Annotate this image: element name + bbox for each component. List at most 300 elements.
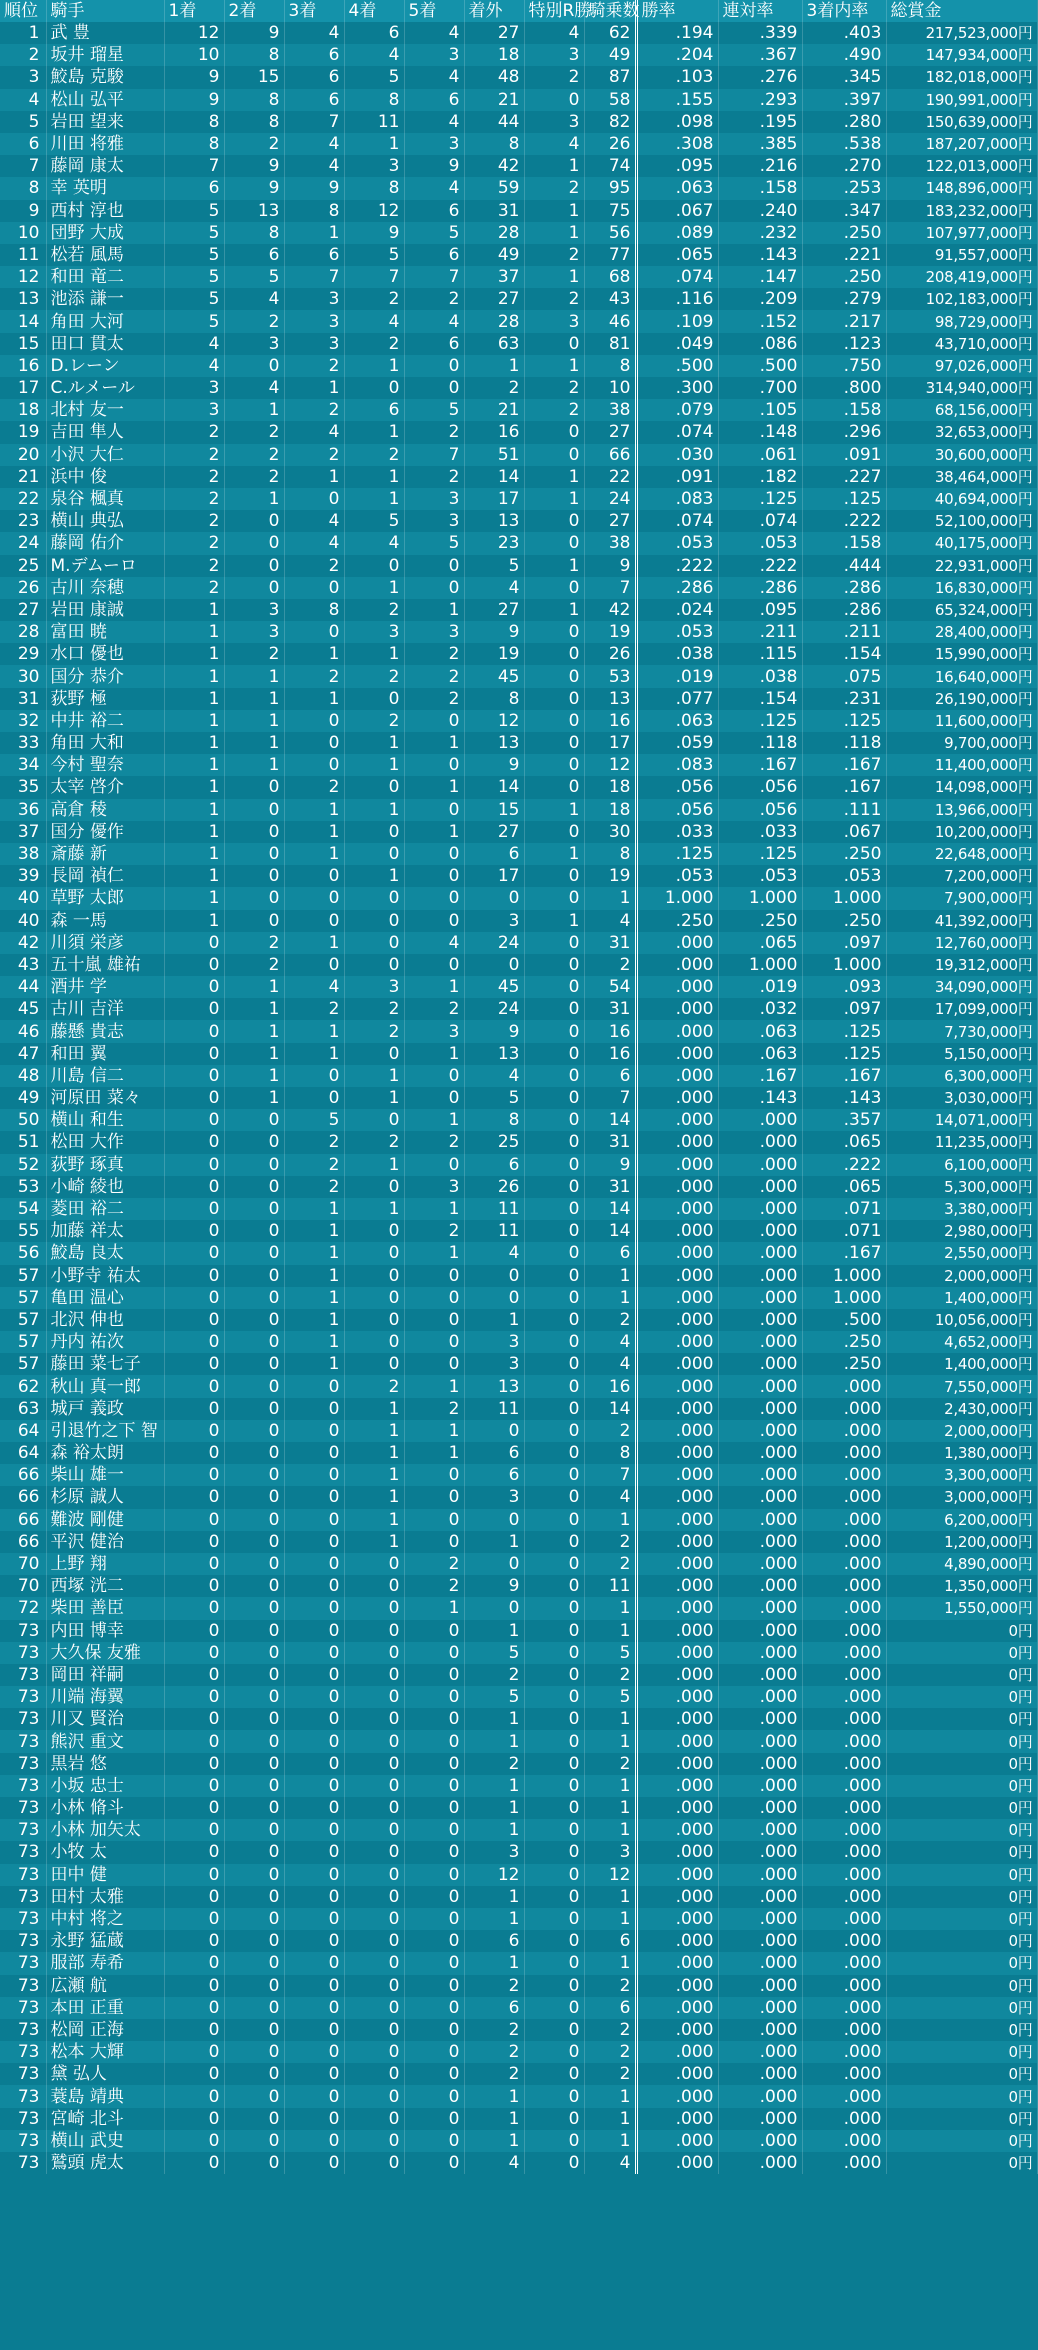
- cell-rides: 12: [584, 754, 636, 776]
- cell-second: 1: [224, 488, 284, 510]
- cell-rank: 73: [0, 2041, 46, 2063]
- cell-win-rate: .000: [636, 1930, 718, 1952]
- cell-fifth: 0: [404, 887, 464, 909]
- cell-rides: 27: [584, 421, 636, 443]
- cell-fifth: 0: [404, 1841, 464, 1863]
- cell-special-wins: 0: [524, 1864, 584, 1886]
- cell-first: 0: [164, 1730, 224, 1752]
- cell-first: 0: [164, 976, 224, 998]
- cell-rides: 16: [584, 1043, 636, 1065]
- cell-top2-rate: .000: [718, 1131, 802, 1153]
- cell-rank: 29: [0, 643, 46, 665]
- header-row: [0, 0, 1037, 22]
- cell-fourth: 1: [344, 1509, 404, 1531]
- cell-jockey: 田村 太雅: [46, 1886, 164, 1908]
- table-row: [0, 1930, 1037, 1952]
- cell-win-rate: .000: [636, 1464, 718, 1486]
- cell-jockey: 秋山 真一郎: [46, 1375, 164, 1397]
- cell-rides: 2: [584, 1753, 636, 1775]
- cell-third: 0: [284, 1664, 344, 1686]
- cell-top3-rate: .000: [802, 1553, 886, 1575]
- cell-top3-rate: .000: [802, 1375, 886, 1397]
- cell-rides: 5: [584, 1686, 636, 1708]
- cell-rides: 6: [584, 1242, 636, 1264]
- cell-second: 0: [224, 1930, 284, 1952]
- cell-top3-rate: .158: [802, 532, 886, 554]
- cell-fourth: 1: [344, 1531, 404, 1553]
- cell-top2-rate: .000: [718, 1864, 802, 1886]
- cell-first: 9: [164, 66, 224, 88]
- cell-jockey: 黛 弘人: [46, 2063, 164, 2085]
- cell-unplaced: 0: [464, 1597, 524, 1619]
- cell-fifth: 0: [404, 1730, 464, 1752]
- cell-prize: 10,056,000円: [886, 1309, 1037, 1331]
- cell-top2-rate: .125: [718, 843, 802, 865]
- cell-top2-rate: .158: [718, 177, 802, 199]
- cell-first: 0: [164, 1486, 224, 1508]
- cell-prize: 0円: [886, 2108, 1037, 2130]
- cell-top2-rate: .000: [718, 1464, 802, 1486]
- col-fifth-header: 5着: [404, 0, 464, 22]
- cell-special-wins: 0: [524, 1975, 584, 1997]
- cell-jockey: 鮫島 良太: [46, 1242, 164, 1264]
- cell-top3-rate: .231: [802, 688, 886, 710]
- cell-rides: 30: [584, 821, 636, 843]
- cell-special-wins: 0: [524, 1087, 584, 1109]
- cell-third: 6: [284, 89, 344, 111]
- cell-jockey: 角田 大和: [46, 732, 164, 754]
- cell-unplaced: 3: [464, 1331, 524, 1353]
- cell-special-wins: 0: [524, 754, 584, 776]
- cell-prize: 208,419,000円: [886, 266, 1037, 288]
- cell-second: 0: [224, 2152, 284, 2174]
- cell-jockey: 平沢 健治: [46, 1531, 164, 1553]
- cell-third: 2: [284, 776, 344, 798]
- cell-unplaced: 45: [464, 976, 524, 998]
- cell-rank: 43: [0, 954, 46, 976]
- cell-rides: 14: [584, 1198, 636, 1220]
- cell-top3-rate: .750: [802, 355, 886, 377]
- cell-prize: 3,300,000円: [886, 1464, 1037, 1486]
- cell-top2-rate: .063: [718, 1020, 802, 1042]
- cell-unplaced: 27: [464, 288, 524, 310]
- cell-top2-rate: .000: [718, 1265, 802, 1287]
- cell-second: 0: [224, 2130, 284, 2152]
- cell-top3-rate: .347: [802, 200, 886, 222]
- cell-win-rate: .000: [636, 1220, 718, 1242]
- table-row: [0, 1154, 1037, 1176]
- table-row: [0, 976, 1037, 998]
- cell-fourth: 2: [344, 998, 404, 1020]
- cell-rank: 57: [0, 1265, 46, 1287]
- cell-fifth: 0: [404, 1797, 464, 1819]
- table-row: [0, 510, 1037, 532]
- cell-unplaced: 2: [464, 2041, 524, 2063]
- cell-second: 0: [224, 2063, 284, 2085]
- cell-second: 0: [224, 1531, 284, 1553]
- cell-jockey: 上野 翔: [46, 1553, 164, 1575]
- cell-special-wins: 0: [524, 1043, 584, 1065]
- cell-third: 0: [284, 1775, 344, 1797]
- cell-unplaced: 0: [464, 1509, 524, 1531]
- cell-first: 4: [164, 355, 224, 377]
- cell-top3-rate: .000: [802, 1642, 886, 1664]
- cell-unplaced: 3: [464, 910, 524, 932]
- cell-rides: 1: [584, 1819, 636, 1841]
- table-row: [0, 865, 1037, 887]
- cell-special-wins: 1: [524, 488, 584, 510]
- table-row: [0, 133, 1037, 155]
- cell-first: 0: [164, 1975, 224, 1997]
- cell-unplaced: 2: [464, 2019, 524, 2041]
- cell-rank: 46: [0, 1020, 46, 1042]
- cell-unplaced: 14: [464, 466, 524, 488]
- cell-top2-rate: .000: [718, 1287, 802, 1309]
- cell-prize: 10,200,000円: [886, 821, 1037, 843]
- cell-rank: 13: [0, 288, 46, 310]
- table-row: [0, 1331, 1037, 1353]
- cell-jockey: 国分 恭介: [46, 665, 164, 687]
- cell-third: 8: [284, 599, 344, 621]
- cell-top3-rate: .000: [802, 1664, 886, 1686]
- cell-rank: 73: [0, 1730, 46, 1752]
- cell-win-rate: .077: [636, 688, 718, 710]
- cell-prize: 2,000,000円: [886, 1265, 1037, 1287]
- cell-fifth: 6: [404, 244, 464, 266]
- cell-top3-rate: .125: [802, 1020, 886, 1042]
- cell-unplaced: 0: [464, 1287, 524, 1309]
- cell-win-rate: .053: [636, 865, 718, 887]
- cell-second: 0: [224, 1708, 284, 1730]
- table-row: [0, 776, 1037, 798]
- col-fourth-header: 4着: [344, 0, 404, 22]
- cell-rank: 23: [0, 510, 46, 532]
- cell-fifth: 2: [404, 643, 464, 665]
- cell-rides: 1: [584, 1708, 636, 1730]
- cell-top3-rate: .000: [802, 1620, 886, 1642]
- cell-second: 3: [224, 621, 284, 643]
- cell-win-rate: .091: [636, 466, 718, 488]
- cell-top3-rate: .296: [802, 421, 886, 443]
- cell-top2-rate: .000: [718, 1664, 802, 1686]
- cell-top2-rate: .000: [718, 1398, 802, 1420]
- cell-top2-rate: .000: [718, 2019, 802, 2041]
- cell-rank: 40: [0, 887, 46, 909]
- table-row: [0, 732, 1037, 754]
- cell-top2-rate: .000: [718, 1775, 802, 1797]
- cell-jockey: 池添 謙一: [46, 288, 164, 310]
- cell-prize: 0円: [886, 1819, 1037, 1841]
- cell-special-wins: 1: [524, 355, 584, 377]
- col-top2-rate-header: 連対率: [718, 0, 802, 22]
- cell-second: 0: [224, 1309, 284, 1331]
- cell-unplaced: 31: [464, 200, 524, 222]
- col-second-header: 2着: [224, 0, 284, 22]
- cell-win-rate: .000: [636, 1686, 718, 1708]
- cell-top2-rate: .056: [718, 776, 802, 798]
- cell-jockey: 荻野 琢真: [46, 1154, 164, 1176]
- cell-rides: 1: [584, 2085, 636, 2107]
- cell-rank: 25: [0, 555, 46, 577]
- cell-first: 2: [164, 444, 224, 466]
- cell-third: 1: [284, 1242, 344, 1264]
- cell-rides: 9: [584, 555, 636, 577]
- cell-fourth: 0: [344, 1287, 404, 1309]
- cell-first: 0: [164, 1753, 224, 1775]
- cell-jockey: 幸 英明: [46, 177, 164, 199]
- cell-win-rate: .125: [636, 843, 718, 865]
- cell-prize: 0円: [886, 1864, 1037, 1886]
- cell-second: 8: [224, 44, 284, 66]
- cell-top2-rate: .293: [718, 89, 802, 111]
- cell-first: 0: [164, 1620, 224, 1642]
- cell-third: 1: [284, 1287, 344, 1309]
- cell-win-rate: .056: [636, 799, 718, 821]
- cell-third: 0: [284, 1553, 344, 1575]
- cell-rides: 19: [584, 621, 636, 643]
- cell-fourth: 1: [344, 1198, 404, 1220]
- cell-top2-rate: .000: [718, 1597, 802, 1619]
- cell-win-rate: .000: [636, 1997, 718, 2019]
- cell-second: 0: [224, 1398, 284, 1420]
- cell-first: 0: [164, 1819, 224, 1841]
- cell-fourth: 1: [344, 577, 404, 599]
- cell-special-wins: 0: [524, 2063, 584, 2085]
- cell-special-wins: 0: [524, 2152, 584, 2174]
- cell-top3-rate: .000: [802, 1864, 886, 1886]
- cell-jockey: 小牧 太: [46, 1841, 164, 1863]
- cell-second: 0: [224, 1198, 284, 1220]
- cell-first: 8: [164, 111, 224, 133]
- cell-second: 0: [224, 1864, 284, 1886]
- cell-third: 0: [284, 1886, 344, 1908]
- cell-prize: 40,694,000円: [886, 488, 1037, 510]
- cell-rides: 81: [584, 333, 636, 355]
- cell-top2-rate: .038: [718, 665, 802, 687]
- cell-first: 1: [164, 910, 224, 932]
- cell-unplaced: 2: [464, 377, 524, 399]
- cell-jockey: 藤岡 佑介: [46, 532, 164, 554]
- cell-win-rate: .000: [636, 1242, 718, 1264]
- cell-top3-rate: .403: [802, 22, 886, 44]
- cell-fourth: 0: [344, 1841, 404, 1863]
- cell-top3-rate: .250: [802, 222, 886, 244]
- cell-fifth: 0: [404, 355, 464, 377]
- cell-fifth: 0: [404, 2108, 464, 2130]
- cell-jockey: 藤岡 康太: [46, 155, 164, 177]
- cell-unplaced: 28: [464, 222, 524, 244]
- cell-unplaced: 49: [464, 244, 524, 266]
- table-row: [0, 998, 1037, 1020]
- cell-top3-rate: .444: [802, 555, 886, 577]
- cell-prize: 0円: [886, 2130, 1037, 2152]
- cell-jockey: 吉田 隼人: [46, 421, 164, 443]
- cell-top3-rate: .000: [802, 1886, 886, 1908]
- cell-prize: 2,000,000円: [886, 1420, 1037, 1442]
- cell-fifth: 0: [404, 799, 464, 821]
- cell-top3-rate: .000: [802, 2063, 886, 2085]
- cell-rides: 87: [584, 66, 636, 88]
- cell-second: 0: [224, 1620, 284, 1642]
- cell-third: 0: [284, 1087, 344, 1109]
- cell-rides: 68: [584, 266, 636, 288]
- cell-fourth: 1: [344, 732, 404, 754]
- cell-top3-rate: 1.000: [802, 1287, 886, 1309]
- cell-fifth: 0: [404, 1664, 464, 1686]
- cell-fifth: 0: [404, 1620, 464, 1642]
- cell-fourth: 1: [344, 1398, 404, 1420]
- cell-first: 12: [164, 22, 224, 44]
- cell-first: 0: [164, 1442, 224, 1464]
- cell-fourth: 0: [344, 843, 404, 865]
- cell-win-rate: .000: [636, 932, 718, 954]
- cell-fifth: 0: [404, 1331, 464, 1353]
- table-row: [0, 555, 1037, 577]
- table-row: [0, 1730, 1037, 1752]
- cell-top3-rate: .000: [802, 1841, 886, 1863]
- cell-fourth: 0: [344, 1331, 404, 1353]
- cell-unplaced: 21: [464, 89, 524, 111]
- cell-rides: 1: [584, 887, 636, 909]
- cell-third: 2: [284, 665, 344, 687]
- cell-win-rate: .000: [636, 1886, 718, 1908]
- cell-first: 5: [164, 310, 224, 332]
- cell-fourth: 2: [344, 333, 404, 355]
- cell-prize: 40,175,000円: [886, 532, 1037, 554]
- cell-fifth: 0: [404, 1886, 464, 1908]
- cell-second: 1: [224, 399, 284, 421]
- cell-top2-rate: .700: [718, 377, 802, 399]
- cell-fourth: 8: [344, 89, 404, 111]
- cell-fifth: 6: [404, 200, 464, 222]
- cell-win-rate: .000: [636, 1398, 718, 1420]
- cell-top3-rate: .000: [802, 1975, 886, 1997]
- cell-fourth: 1: [344, 133, 404, 155]
- cell-first: 0: [164, 1043, 224, 1065]
- cell-rides: 1: [584, 1287, 636, 1309]
- cell-rides: 95: [584, 177, 636, 199]
- cell-win-rate: .000: [636, 1287, 718, 1309]
- col-special-wins-header: 特別R勝: [524, 0, 584, 22]
- cell-top2-rate: .000: [718, 1575, 802, 1597]
- cell-second: 8: [224, 89, 284, 111]
- cell-second: 0: [224, 1176, 284, 1198]
- cell-win-rate: .155: [636, 89, 718, 111]
- table-row: [0, 310, 1037, 332]
- cell-unplaced: 14: [464, 776, 524, 798]
- cell-win-rate: .000: [636, 1753, 718, 1775]
- cell-win-rate: .019: [636, 665, 718, 687]
- cell-second: 0: [224, 1952, 284, 1974]
- cell-fourth: 0: [344, 1730, 404, 1752]
- cell-top3-rate: .000: [802, 1730, 886, 1752]
- cell-top3-rate: 1.000: [802, 1265, 886, 1287]
- cell-fourth: 0: [344, 688, 404, 710]
- cell-fourth: 6: [344, 22, 404, 44]
- cell-top3-rate: .000: [802, 1819, 886, 1841]
- cell-second: 0: [224, 1331, 284, 1353]
- cell-jockey: 北沢 伸也: [46, 1309, 164, 1331]
- cell-special-wins: 0: [524, 1997, 584, 2019]
- cell-win-rate: .000: [636, 2152, 718, 2174]
- cell-fifth: 1: [404, 1420, 464, 1442]
- cell-second: 0: [224, 510, 284, 532]
- cell-top2-rate: .000: [718, 1509, 802, 1531]
- cell-third: 0: [284, 1398, 344, 1420]
- cell-unplaced: 8: [464, 1109, 524, 1131]
- cell-win-rate: .000: [636, 1353, 718, 1375]
- col-top3-rate-header: 3着内率: [802, 0, 886, 22]
- cell-top2-rate: .367: [718, 44, 802, 66]
- cell-fourth: 11: [344, 111, 404, 133]
- cell-third: 1: [284, 1353, 344, 1375]
- cell-rank: 53: [0, 1176, 46, 1198]
- cell-second: 0: [224, 799, 284, 821]
- cell-win-rate: .074: [636, 421, 718, 443]
- cell-unplaced: 5: [464, 1686, 524, 1708]
- cell-unplaced: 17: [464, 865, 524, 887]
- cell-first: 0: [164, 1131, 224, 1153]
- cell-fourth: 0: [344, 1775, 404, 1797]
- cell-unplaced: 0: [464, 1420, 524, 1442]
- cell-second: 0: [224, 1753, 284, 1775]
- cell-rides: 13: [584, 688, 636, 710]
- cell-prize: 0円: [886, 1975, 1037, 1997]
- cell-rank: 57: [0, 1287, 46, 1309]
- cell-unplaced: 11: [464, 1220, 524, 1242]
- cell-second: 3: [224, 333, 284, 355]
- cell-rides: 38: [584, 399, 636, 421]
- cell-prize: 1,400,000円: [886, 1353, 1037, 1375]
- cell-fourth: 0: [344, 954, 404, 976]
- cell-jockey: 小林 脩斗: [46, 1797, 164, 1819]
- cell-first: 0: [164, 1686, 224, 1708]
- cell-second: 0: [224, 821, 284, 843]
- cell-fifth: 0: [404, 377, 464, 399]
- table-row: [0, 1997, 1037, 2019]
- cell-top2-rate: .000: [718, 1642, 802, 1664]
- cell-first: 2: [164, 421, 224, 443]
- cell-top3-rate: .123: [802, 333, 886, 355]
- cell-third: 0: [284, 1841, 344, 1863]
- cell-unplaced: 3: [464, 1486, 524, 1508]
- cell-fifth: 0: [404, 710, 464, 732]
- cell-win-rate: .109: [636, 310, 718, 332]
- cell-rank: 10: [0, 222, 46, 244]
- cell-win-rate: .000: [636, 1087, 718, 1109]
- cell-rides: 1: [584, 1265, 636, 1287]
- cell-fourth: 0: [344, 1176, 404, 1198]
- table-row: [0, 2152, 1037, 2174]
- cell-fourth: 2: [344, 599, 404, 621]
- cell-rank: 73: [0, 2019, 46, 2041]
- cell-fourth: 0: [344, 1908, 404, 1930]
- cell-jockey: 亀田 温心: [46, 1287, 164, 1309]
- cell-top3-rate: .000: [802, 1708, 886, 1730]
- cell-special-wins: 0: [524, 1420, 584, 1442]
- table-row: [0, 22, 1037, 44]
- cell-rank: 42: [0, 932, 46, 954]
- cell-rank: 66: [0, 1464, 46, 1486]
- cell-top3-rate: 1.000: [802, 954, 886, 976]
- cell-top2-rate: .000: [718, 1442, 802, 1464]
- cell-win-rate: .000: [636, 2108, 718, 2130]
- cell-win-rate: .000: [636, 1420, 718, 1442]
- cell-rides: 26: [584, 643, 636, 665]
- cell-first: 0: [164, 2019, 224, 2041]
- cell-rank: 55: [0, 1220, 46, 1242]
- cell-fifth: 0: [404, 555, 464, 577]
